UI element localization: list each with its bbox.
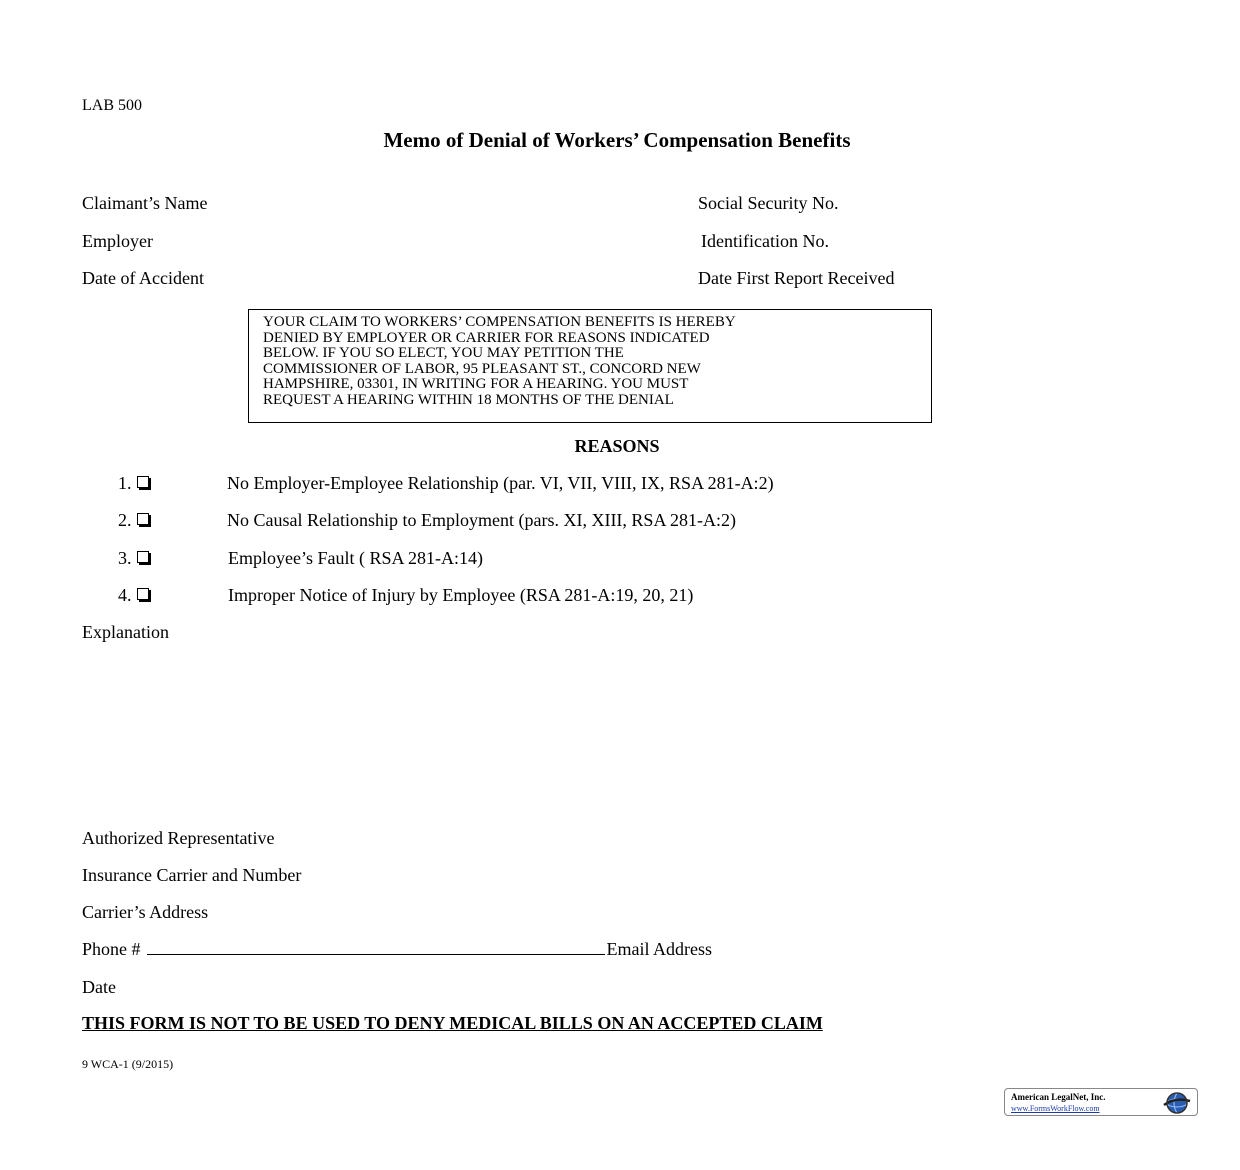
form-code: LAB 500 — [82, 97, 142, 114]
date-label: Date — [82, 977, 116, 997]
phone-label: Phone # — [82, 939, 141, 959]
carrier-address-label: Carrier’s Address — [82, 902, 209, 922]
reason-number: 2. — [118, 510, 132, 530]
notice-line: COMMISSIONER OF LABOR, 95 PLEASANT ST., CONCORD NEW — [263, 360, 701, 377]
reason-1-checkbox[interactable] — [137, 476, 149, 488]
globe-logo-icon — [1159, 1091, 1193, 1115]
reason-number: 3. — [118, 548, 132, 568]
reason-3-checkbox[interactable] — [137, 551, 149, 563]
phone-input-line[interactable] — [147, 939, 605, 955]
employer-label: Employer — [82, 231, 153, 251]
date-first-report-label: Date First Report Received — [698, 268, 895, 288]
reason-2-checkbox[interactable] — [137, 513, 149, 525]
reason-4-text: Improper Notice of Injury by Employee (RSA 281-A:19, 20, 21) — [228, 585, 694, 605]
reason-item-1 — [118, 473, 149, 494]
reason-item-3 — [118, 548, 149, 569]
reason-item-2 — [118, 510, 149, 531]
date-of-accident-label: Date of Accident — [82, 268, 204, 288]
social-security-label: Social Security No. — [698, 193, 839, 213]
company-url-link[interactable]: www.FormsWorkFlow.com — [1011, 1104, 1100, 1113]
reason-item-4 — [118, 585, 149, 606]
email-label: Email Address — [606, 939, 712, 959]
reason-2-text: No Causal Relationship to Employment (pars. XI, XIII, RSA 281-A:2) — [227, 510, 736, 530]
notice-line: HAMPSHIRE, 03301, IN WRITING FOR A HEARING. YOU MUST — [263, 376, 689, 392]
legalnet-badge — [1004, 1088, 1198, 1116]
reason-3-text: Employee’s Fault ( RSA 281-A:14) — [228, 548, 483, 568]
claimant-name-label: Claimant’s Name — [82, 193, 208, 213]
notice-line: BELOW. IF YOU SO ELECT, YOU MAY PETITION THE — [263, 345, 624, 361]
carrier-number-label: Insurance Carrier and Number — [82, 865, 302, 885]
denial-notice-box — [248, 309, 932, 423]
notice-line: REQUEST A HEARING WITHIN 18 MONTHS OF THE DENIAL — [263, 391, 674, 408]
warning-text: THIS FORM IS NOT TO BE USED TO DENY MEDICAL BILLS ON AN ACCEPTED CLAIM — [82, 1013, 823, 1033]
explanation-label: Explanation — [82, 622, 169, 642]
form-number: 9 WCA-1 (9/2015) — [82, 1057, 174, 1071]
phone-email-row — [82, 939, 712, 960]
reason-number: 1. — [118, 473, 132, 493]
notice-line: YOUR CLAIM TO WORKERS’ COMPENSATION BENEFITS IS HEREBY — [263, 314, 736, 330]
identification-label: Identification No. — [701, 231, 829, 251]
page-title: Memo of Denial of Workers’ Compensation Benefits — [383, 128, 851, 152]
notice-line: DENIED BY EMPLOYER OR CARRIER FOR REASONS INDICATED — [263, 329, 710, 346]
reason-number: 4. — [118, 585, 132, 605]
reasons-heading: REASONS — [574, 436, 660, 456]
authorized-rep-label: Authorized Representative — [82, 828, 275, 848]
reason-4-checkbox[interactable] — [137, 588, 149, 600]
reason-1-text: No Employer-Employee Relationship (par. VI, VII, VIII, IX, RSA 281-A:2) — [227, 473, 774, 493]
company-name: American LegalNet, Inc. — [1011, 1092, 1106, 1102]
